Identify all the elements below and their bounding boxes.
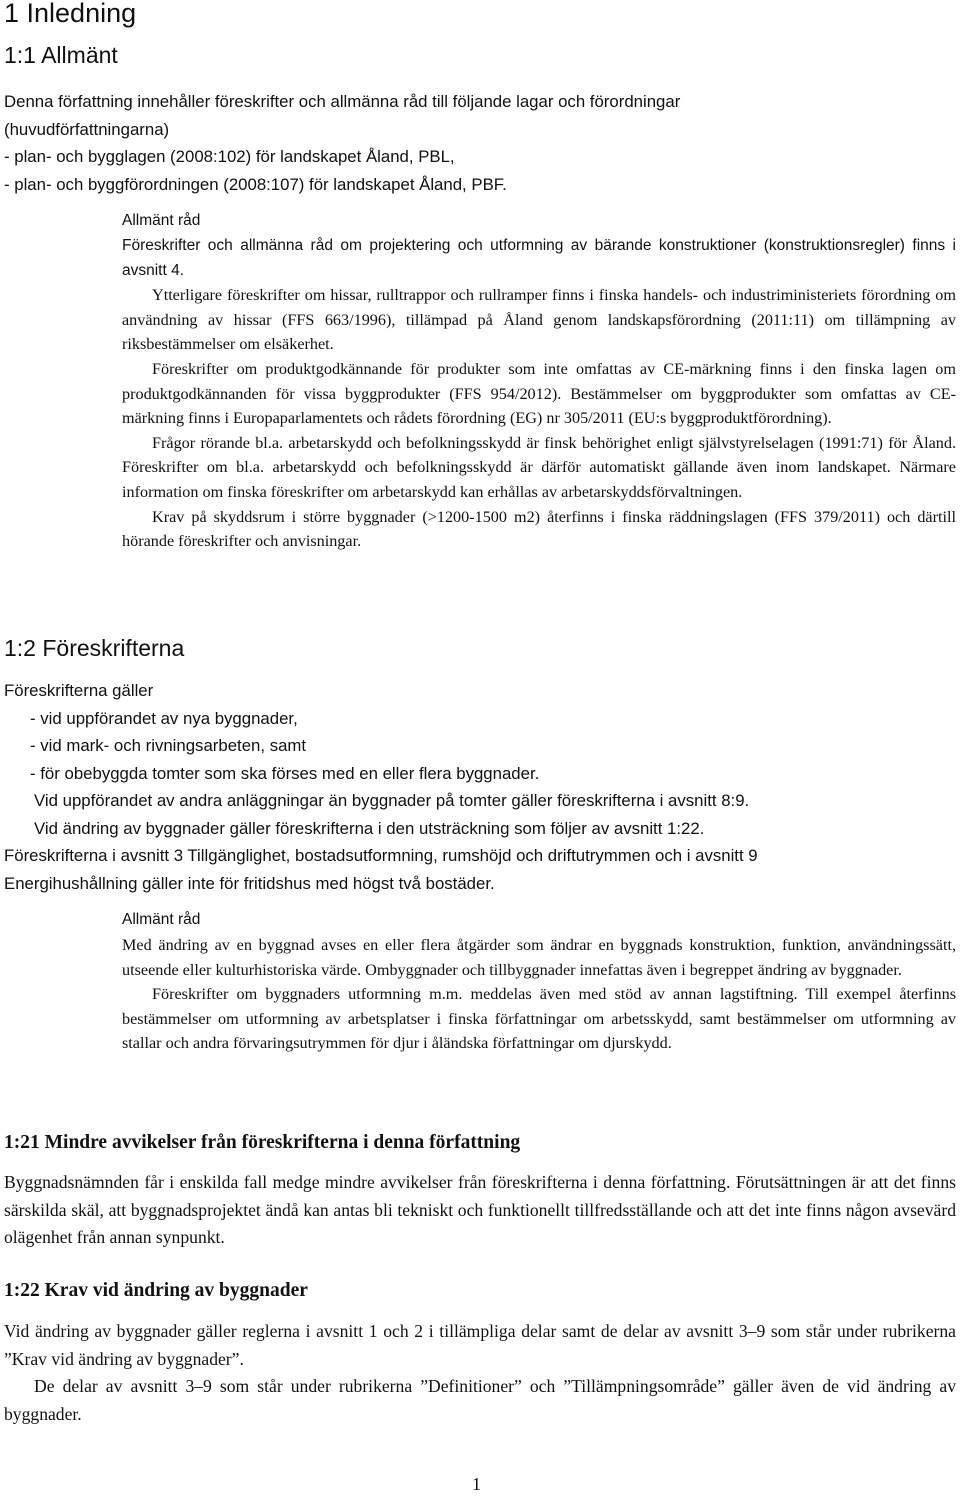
body-line: Föreskrifterna i avsnitt 3 Tillgänglighet, bostadsutformning, rumshöjd och driftutrymmen och i avsnitt 9 bbox=[4, 846, 758, 865]
section-heading-1-21: 1:21 Mindre avvikelser från föreskrifterna i denna författning bbox=[4, 1132, 521, 1153]
general-advice-box bbox=[122, 208, 956, 554]
list-item: - vid uppförandet av nya byggnader, bbox=[30, 708, 298, 728]
page-number: 1 bbox=[472, 1474, 481, 1494]
section-1-21-paragraph: Byggnadsnämnden får i enskilda fall medge mindre avvikelser från föreskrifterna i denna författning. Förutsättningen är att det finns särskilda skäl, att byggnadsprojektet ändå kan antas bli tekniskt och funktionellt tillfredsställande och att det inte finns någon avsevärd olägenhet från annan synpunkt. bbox=[4, 1172, 956, 1247]
advice-paragraph: Föreskrifter och allmänna råd om projektering och utformning av bärande konstruktioner (konstruktionsregler) finns i avsnitt 4. bbox=[122, 237, 956, 279]
list-item: - plan- och byggförordningen (2008:107) för landskapet Åland, PBF. bbox=[4, 174, 507, 194]
intro-line-2: (huvudförfattningarna) bbox=[4, 119, 170, 139]
general-advice-label: Allmänt råd bbox=[122, 911, 201, 928]
chapter-title: 1 Inledning bbox=[4, 0, 137, 28]
body-line: Vid uppförandet av andra anläggningar än byggnader på tomter gäller föreskrifterna i avsnitt 8:9. bbox=[34, 791, 750, 810]
section-heading-1-2: 1:2 Föreskrifterna bbox=[4, 635, 185, 661]
list-item: - för obebyggda tomter som ska förses med en eller flera byggnader. bbox=[30, 763, 540, 783]
advice-paragraph: Med ändring av en byggnad avses en eller flera åtgärder som ändrar en byggnads konstruktion, funktion, användningssätt, utseende eller kulturhistoriska värde. Ombyggnader och tillbyggnader innefattas även i begreppet ändring av byggnader. bbox=[122, 936, 956, 979]
advice-paragraph: Krav på skyddsrum i större byggnader (>1200-1500 m2) återfinns i finska räddningslagen (FFS 379/2011) och därtill hörande föreskrifter och anvisningar. bbox=[122, 507, 956, 551]
section-1-1-intro bbox=[4, 88, 956, 198]
section-1-22-paragraph: Vid ändring av byggnader gäller reglerna i avsnitt 1 och 2 i tillämpliga delar samt de delar av avsnitt 3–9 som står under rubrikerna ”Krav vid ändring av byggnader”. bbox=[4, 1321, 956, 1369]
advice-paragraph: Föreskrifter om byggnaders utformning m.m. meddelas även med stöd av annan lagstiftning. Till exempel återfinns bestämmelser om utformning av arbetsplatser i finska författningar om arbetsskydd, samt bestämmelser om utformning av stallar och andra förvaringsutrymmen för djur i åländska författningar om djurskydd. bbox=[122, 985, 956, 1053]
advice-paragraph: Frågor rörande bl.a. arbetarskydd och befolkningsskydd är finsk behörighet enligt självstyrelselagen (1991:71) för Åland. Föreskrifter om bl.a. arbetarskydd och befolkningsskydd är därför automatiskt gällande även inom landskapet. Närmare information om finska föreskrifter om arbetarskydd kan erhållas av arbetarskyddsförvaltningen. bbox=[122, 433, 956, 501]
section-1-2-body bbox=[4, 677, 956, 897]
section-1-22-paragraph: De delar av avsnitt 3–9 som står under rubrikerna ”Definitioner” och ”Tillämpningsområde” gäller även de vid ändring av byggnader. bbox=[4, 1376, 956, 1424]
general-advice-box bbox=[122, 907, 956, 1056]
advice-paragraph: Föreskrifter om produktgodkännande för produkter som inte omfattas av CE-märkning finns i den finska lagen om produktgodkännanden för vissa byggprodukter (FFS 954/2012). Bestämmelser om byggprodukter som omfattas av CE-märkning finns i Europaparlamentets och rådets förordning (EG) nr 305/2011 (EU:s byggproduktförordning). bbox=[122, 359, 956, 428]
body-line: Vid ändring av byggnader gäller föreskrifterna i den utsträckning som följer av avsnitt 1:22. bbox=[34, 818, 705, 838]
general-advice-label: Allmänt råd bbox=[122, 212, 201, 229]
section-heading-1-1: 1:1 Allmänt bbox=[4, 42, 118, 68]
intro-line-1: Denna författning innehåller föreskrifter och allmänna råd till följande lagar och förordningar bbox=[4, 92, 681, 111]
list-item: - plan- och bygglagen (2008:102) för landskapet Åland, PBL, bbox=[4, 147, 455, 166]
body-line: Energihushållning gäller inte för fritidshus med högst två bostäder. bbox=[4, 873, 495, 893]
list-item: - vid mark- och rivningsarbeten, samt bbox=[30, 736, 307, 755]
intro-line: Föreskrifterna gäller bbox=[4, 681, 154, 700]
advice-paragraph: Ytterligare föreskrifter om hissar, rulltrappor och rullramper finns i finska handels- och industriministeriets förordning om användning av hissar (FFS 663/1996), tillämpad på Åland genom landskapsförordning (2011:11) om tillämpning av riksbestämmelser om elsäkerhet. bbox=[122, 286, 956, 354]
section-heading-1-22: 1:22 Krav vid ändring av byggnader bbox=[4, 1280, 308, 1301]
